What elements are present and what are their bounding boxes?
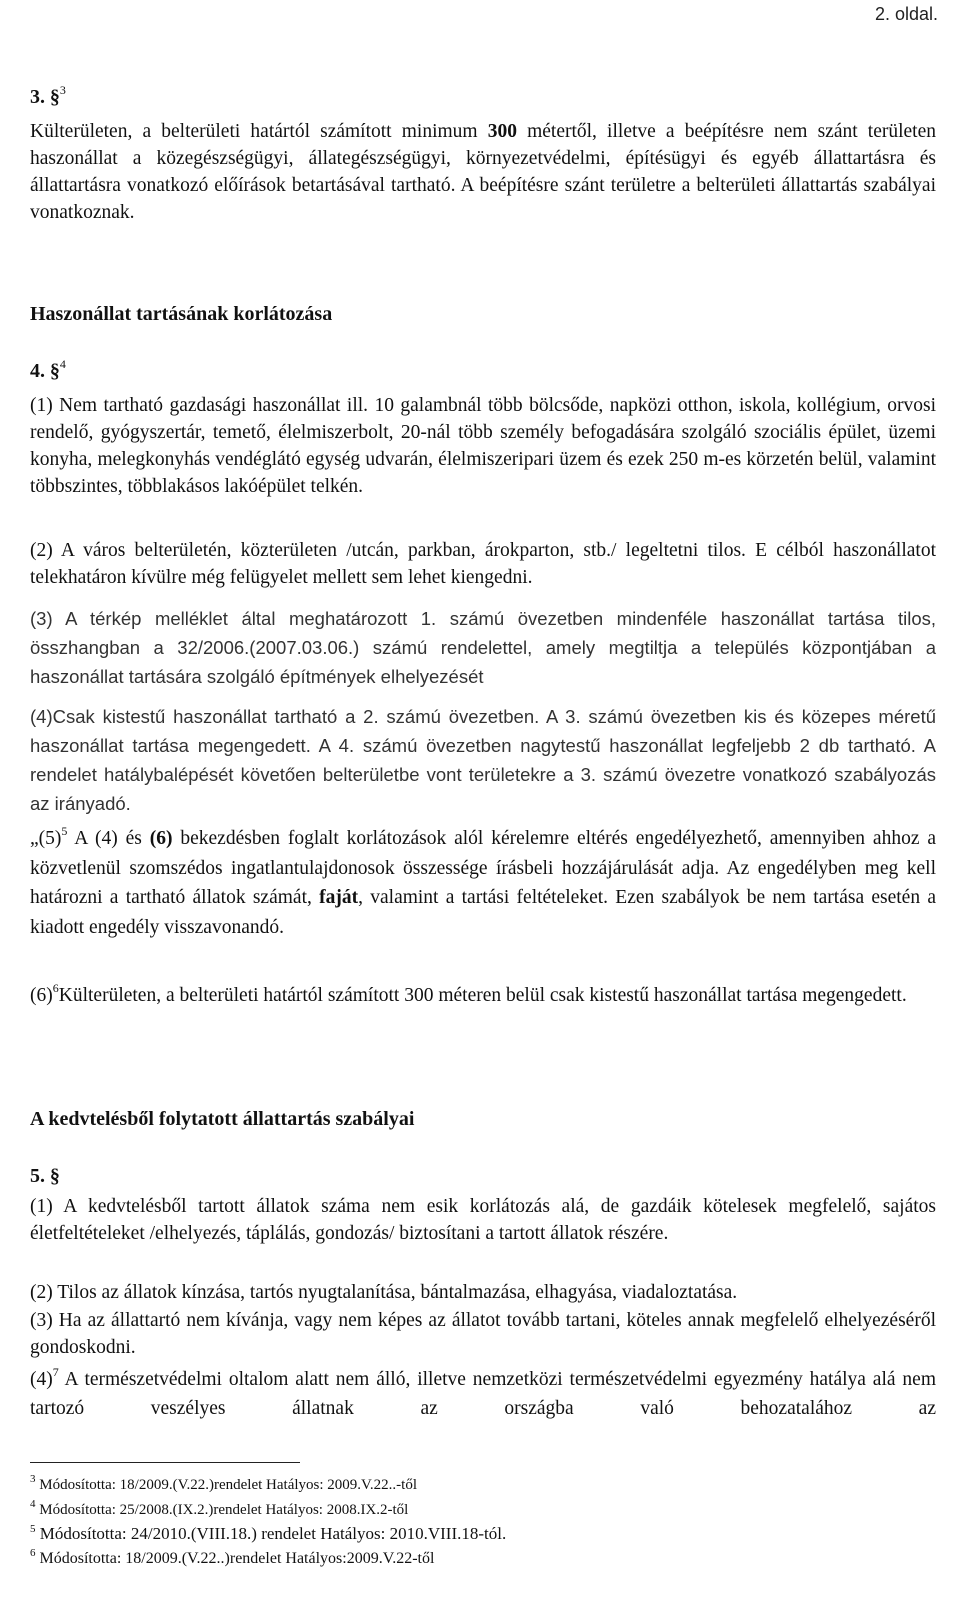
heading-livestock-restriction: Haszonállat tartásának korlátozása — [30, 303, 333, 325]
section-5-paragraph-2: (2) Tilos az állatok kínzása, tartós nyugtalanítása, bántalmazása, elhagyása, viadaloztatása. — [30, 1282, 738, 1303]
footnote-ref-3: 3 — [59, 83, 66, 97]
footnote-ref-6: 6 — [52, 981, 59, 995]
heading-pet-keeping-rules: A kedvtelésből folytatott állattartás szabályai — [30, 1108, 415, 1130]
footnote-ref-4: 4 — [59, 357, 66, 371]
section-4-paragraph-2: (2) A város belterületén, közterületen /utcán, parkban, árokparton, stb./ legeltetni tilos. E célból haszonállatot telekhatáron kívülre még felügyelet mellett sem lehet kiengedni. — [30, 540, 936, 588]
section-4-paragraph-5: $„(5)^5$ A (4) és (6) bekezdésben foglalt korlátozások alól kérelemre eltérés engedélyezhető, amennyiben ahhoz a közvetlenül szomszédos ingatlantulajdonosok összessége írásbeli hozzájárulását adja. Az engedélyben meg kell határozni a tartható állatok számát, faját, valamint a tartási feltételeket. Ezen szabályok be nem tartása esetén a kiadott engedély visszavonandó. — [30, 824, 936, 938]
section-symbol: § — [49, 360, 60, 382]
footnote-3: $^3$ Módosította: 18/2009.(V.22.)rendelet Hatályos: 2009.V.22..-től — [30, 1473, 417, 1493]
footnote-ref-7: 7 — [52, 1365, 59, 1379]
section-number: 3. — [30, 86, 45, 108]
footnote-divider — [30, 1462, 300, 1463]
section-5-paragraph-4: $(4)^7$ A természetvédelmi oltalom alatt nem álló, illetve nemzetközi természetvédelmi egyezmény hatálya alá nem tartozó veszélyes állatnak az országba való behozatalához az — [30, 1365, 936, 1419]
section-4-title — [30, 358, 936, 385]
distance-value: 300 — [487, 121, 517, 142]
section-3-paragraph: Külterületen, a belterületi határtól számított minimum 300 métertől, illetve a beépítésre nem szánt területen haszonállat a közegészségügyi, állategészségügyi, környezetvédelmi, építésügyi és egyéb állattartásra és állattartásra vonatkozó előírások betartásával tartható. A beépítésre szánt területre a belterületi állattartás szabályai vonatkoznak. — [30, 121, 936, 223]
section-4-paragraph-3: (3) A térkép melléklet által meghatározott 1. számú övezetben mindenféle haszonállat tartása tilos, összhangban a 32/2006.(2007.03.06.) számú rendelettel, amely megtiltja a település központjában a haszonállat tartására szolgáló építmények elhelyezését — [30, 608, 936, 687]
section-5-title — [30, 1163, 936, 1190]
footnote-6: $^6$ Módosította: 18/2009.(V.22..)rendelet Hatályos:2009.V.22-től — [30, 1547, 435, 1567]
section-number: 5. — [30, 1165, 45, 1187]
section-3-title — [30, 84, 936, 111]
footnote-4: $^4$ Módosította: 25/2008.(IX.2.)rendelet Hatályos: 2008.IX.2-től — [30, 1498, 409, 1518]
section-4-paragraph-6: $(6)^6Külterületen$, a belterületi határtól számított 300 méteren belül csak kistestű haszonállat tartása megengedett. — [30, 981, 907, 1006]
section-4-paragraph-4: (4)Csak kistestű haszonállat tartható a 2. számú övezetben. A 3. számú övezetben kis és közepes méretű haszonállat tartása megengedett. A 4. számú övezetben nagytestű haszonállat legfeljebb 2 db tartható. A rendelet hatálybalépését követően belterületbe vont területekre a 3. számú övezetre vonatkozó szabályozás az irányadó. — [30, 706, 936, 814]
section-4-paragraph-1: (1) Nem tartható gazdasági haszonállat ill. 10 galambnál több bölcsőde, napközi otthon, iskola, kollégium, orvosi rendelő, gyógyszertár, temető, élelmiszerbolt, 20-nál több személy befogadására szolgáló szociális épület, üzemi konyha, melegkonyhás vendéglátó egység udvarán, élelmiszeripari üzem és ezek 250 m-es körzetén belül, valamint többszintes, többlakásos lakóépület telkén. — [30, 395, 936, 497]
section-5-paragraph-1: (1) A kedvtelésből tartott állatok száma nem esik korlátozás alá, de gazdáik kötelesek megfelelő, sajátos életfeltételeket /elhelyezés, táplálás, gondozás/ biztosítani a tartott állatok részére. — [30, 1196, 936, 1244]
section-symbol: § — [49, 86, 60, 108]
footnote-5: $^5$ Módosította: 24/2010.(VIII.18.) rendelet Hatályos: 2010.VIII.18-tól. — [30, 1523, 507, 1543]
section-symbol: § — [49, 1165, 60, 1187]
page-number: 2. oldal. — [874, 4, 938, 24]
section-number: 4. — [30, 360, 45, 382]
section-5-paragraph-3: (3) Ha az állattartó nem kívánja, vagy nem képes az állatot tovább tartani, köteles annak megfelelő elhelyezéséről gondoskodni. — [30, 1310, 936, 1358]
footnote-ref-5: 5 — [61, 824, 68, 838]
